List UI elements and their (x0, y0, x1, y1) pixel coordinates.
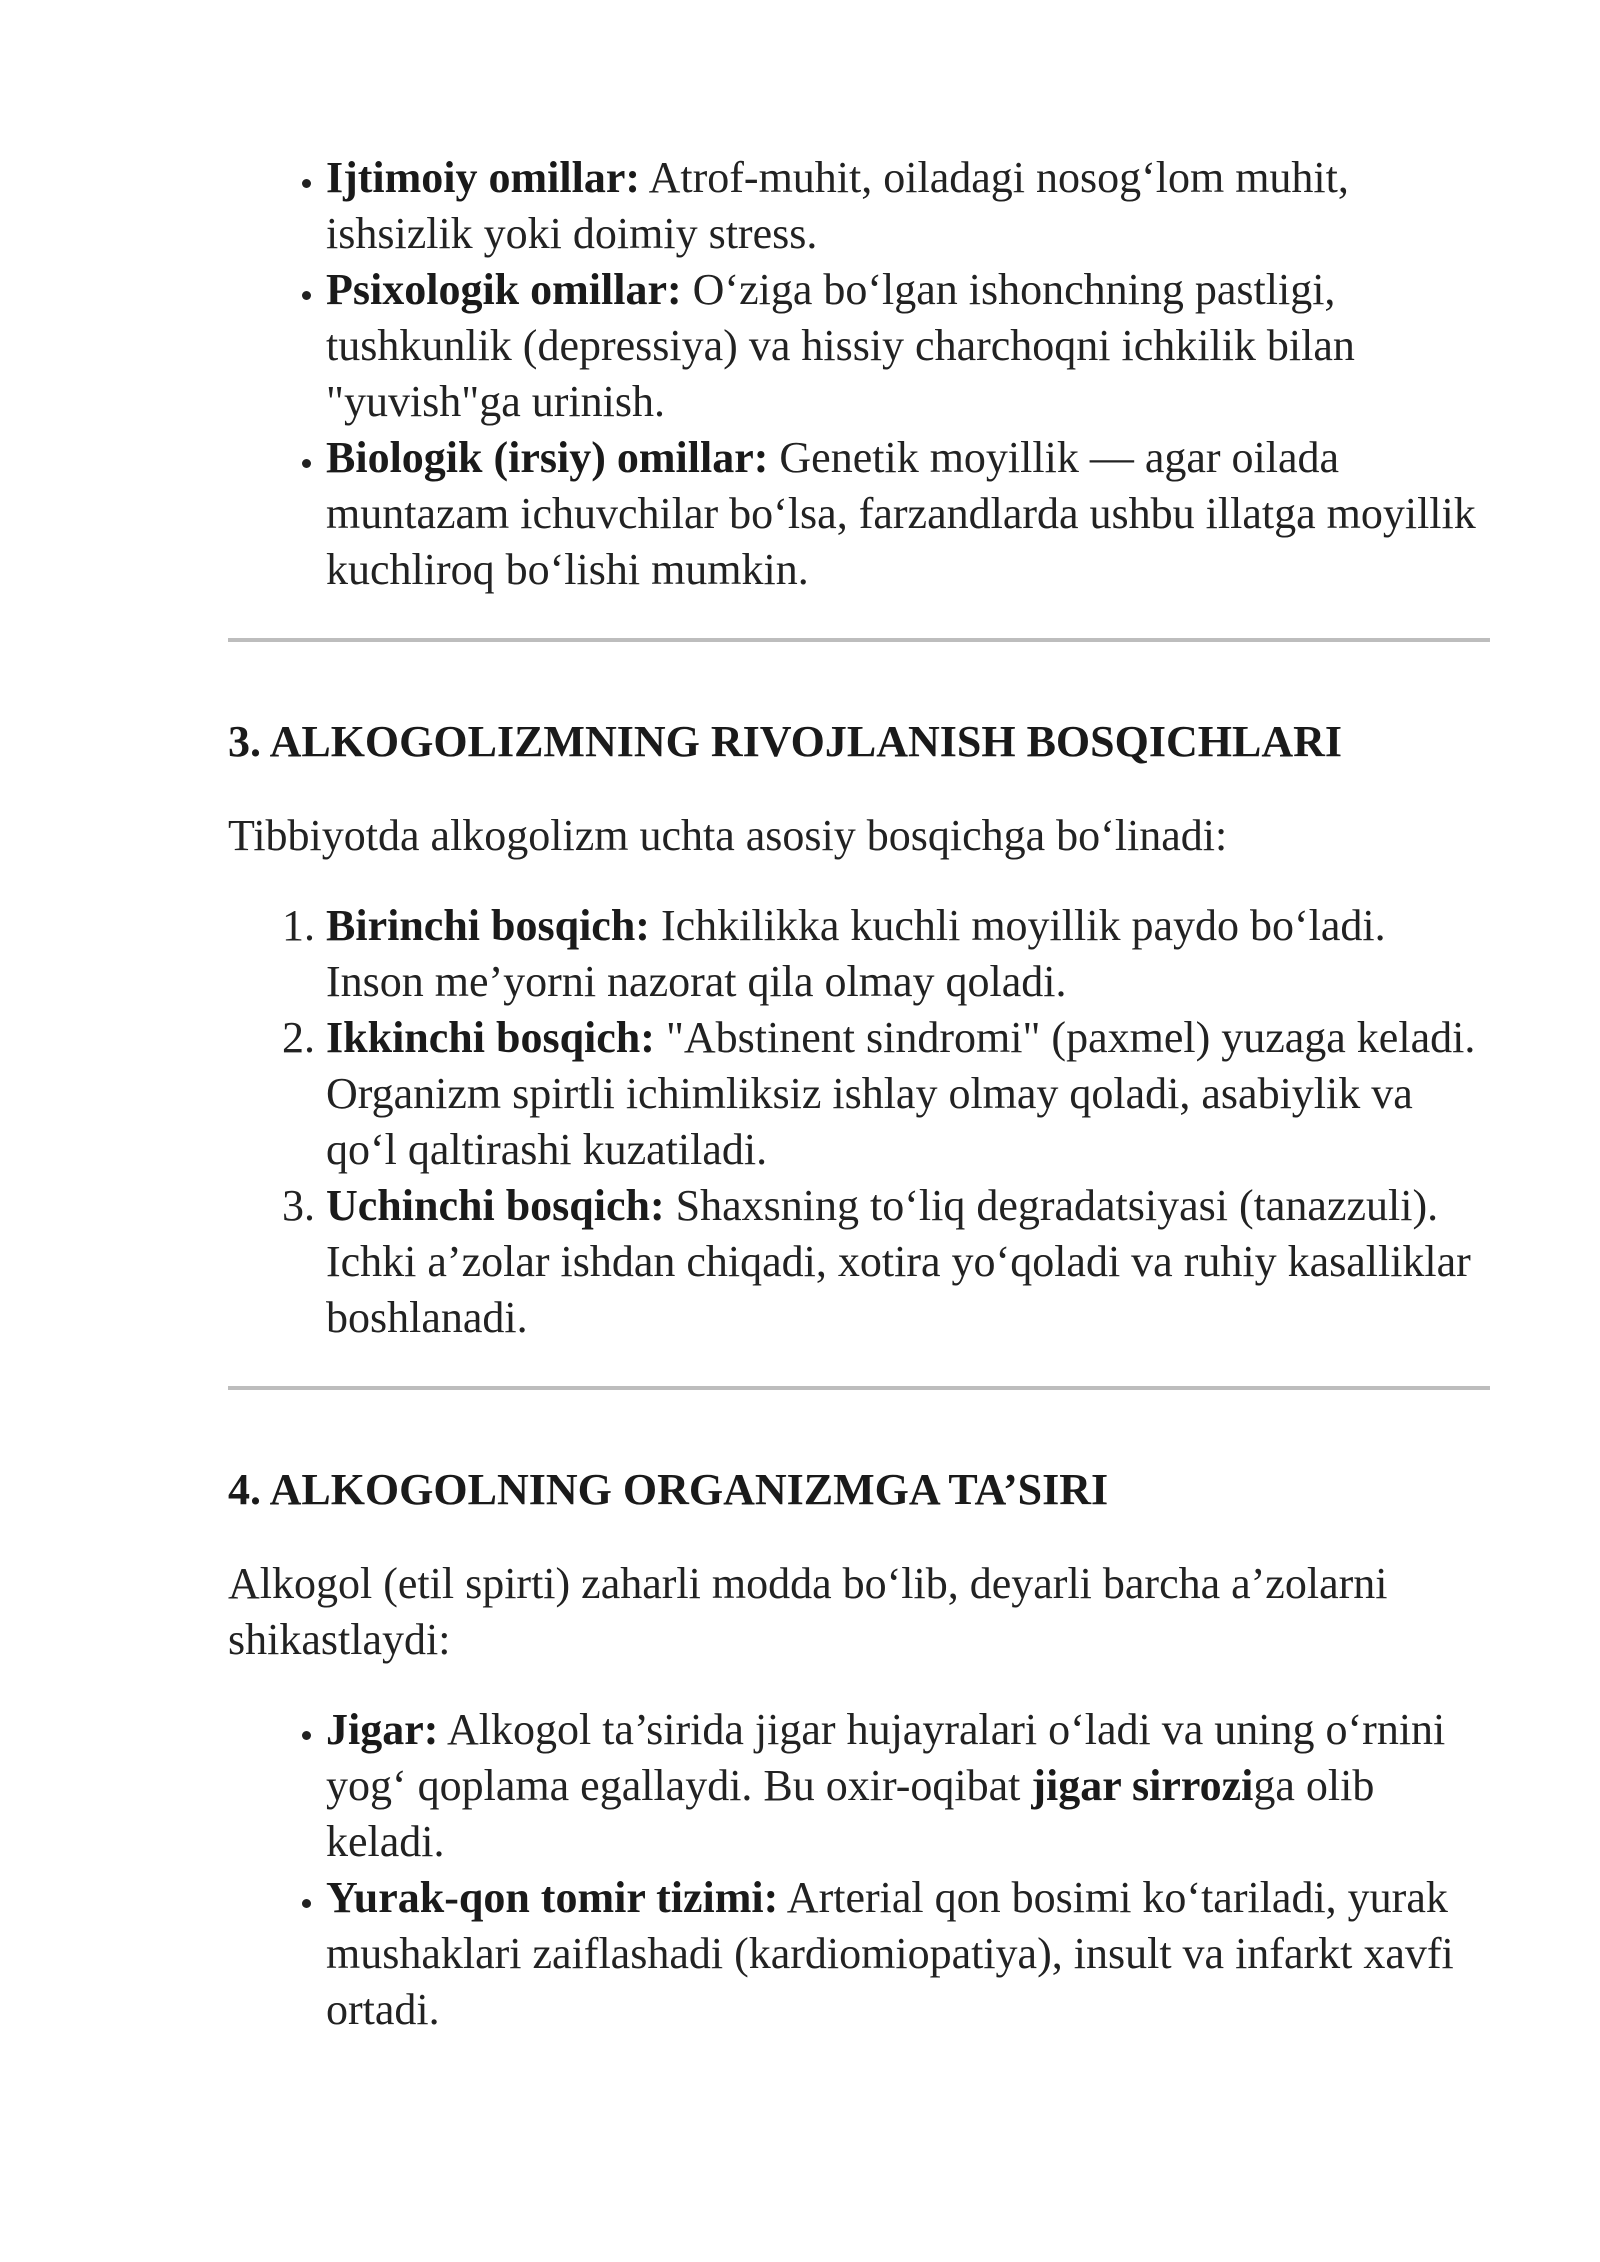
item-text: Shaxsning to‘liq degradatsiyasi (tanazzuli). Ichki a’zolar ishdan chiqadi, xotira yo‘qoladi va ruhiy kasalliklar boshlanadi. (326, 1181, 1471, 1342)
item-term: Birinchi bosqich: (326, 901, 650, 950)
list-item (326, 1702, 1490, 1870)
item-term: Ijtimoiy omillar: (326, 153, 641, 202)
section-divider (228, 638, 1490, 642)
document-page (228, 150, 1490, 2038)
item-text: "Abstinent sindromi" (paxmel) yuzaga keladi. Organizm spirtli ichimliksiz ishlay olmay qoladi, asabiylik va qo‘l qaltirashi kuzatiladi. (326, 1013, 1476, 1174)
stages-list (228, 898, 1490, 1346)
factors-list (228, 150, 1490, 598)
list-item (326, 898, 1490, 1010)
item-text: Ichkilikka kuchli moyillik paydo bo‘ladi. Inson me’yorni nazorat qila olmay qoladi. (326, 901, 1386, 1006)
item-term: Uchinchi bosqich: (326, 1181, 665, 1230)
item-text: Atrof-muhit, oiladagi nosog‘lom muhit, ishsizlik yoki doimiy stress. (326, 153, 1349, 258)
list-item (326, 150, 1490, 262)
section-heading: 3. ALKOGOLIZMNING RIVOJLANISH BOSQICHLARI (228, 717, 1342, 766)
item-text: Genetik moyillik — agar oilada muntazam ichuvchilar bo‘lsa, farzandlarda ushbu illatga moyillik kuchliroq bo‘lishi mumkin. (326, 433, 1476, 594)
item-term: Yurak-qon tomir tizimi: (326, 1873, 779, 1922)
section-intro: Tibbiyotda alkogolizm uchta asosiy bosqichga bo‘linadi: (228, 811, 1228, 860)
list-item (326, 1010, 1490, 1178)
section-intro: Alkogol (etil spirti) zaharli modda bo‘lib, deyarli barcha a’zolarni shikastlaydi: (228, 1559, 1388, 1664)
item-emphasis: jigar sirrozi (1031, 1761, 1254, 1810)
effects-list (228, 1702, 1490, 2038)
item-text: Arterial qon bosimi ko‘tariladi, yurak mushaklari zaiflashadi (kardiomiopatiya), insult va infarkt xavfi ortadi. (326, 1873, 1454, 2034)
item-term: Psixologik omillar: (326, 265, 682, 314)
item-term: Ikkinchi bosqich: (326, 1013, 655, 1062)
list-item (326, 1870, 1490, 2038)
section-heading: 4. ALKOGOLNING ORGANIZMGA TA’SIRI (228, 1465, 1109, 1514)
list-item (326, 262, 1490, 430)
list-item (326, 1178, 1490, 1346)
list-item (326, 430, 1490, 598)
item-term: Biologik (irsiy) omillar: (326, 433, 769, 482)
item-text: O‘ziga bo‘lgan ishonchning pastligi, tushkunlik (depressiya) va hissiy charchoqni ichkilik bilan "yuvish"ga urinish. (326, 265, 1355, 426)
section-divider (228, 1386, 1490, 1390)
item-text: Alkogol ta’sirida jigar hujayralari o‘ladi va uning o‘rnini yog‘ qoplama egallaydi. Bu oxir-oqibat (326, 1705, 1446, 1810)
item-term: Jigar: (326, 1705, 439, 1754)
item-text-suffix: ga olib keladi. (326, 1761, 1375, 1866)
